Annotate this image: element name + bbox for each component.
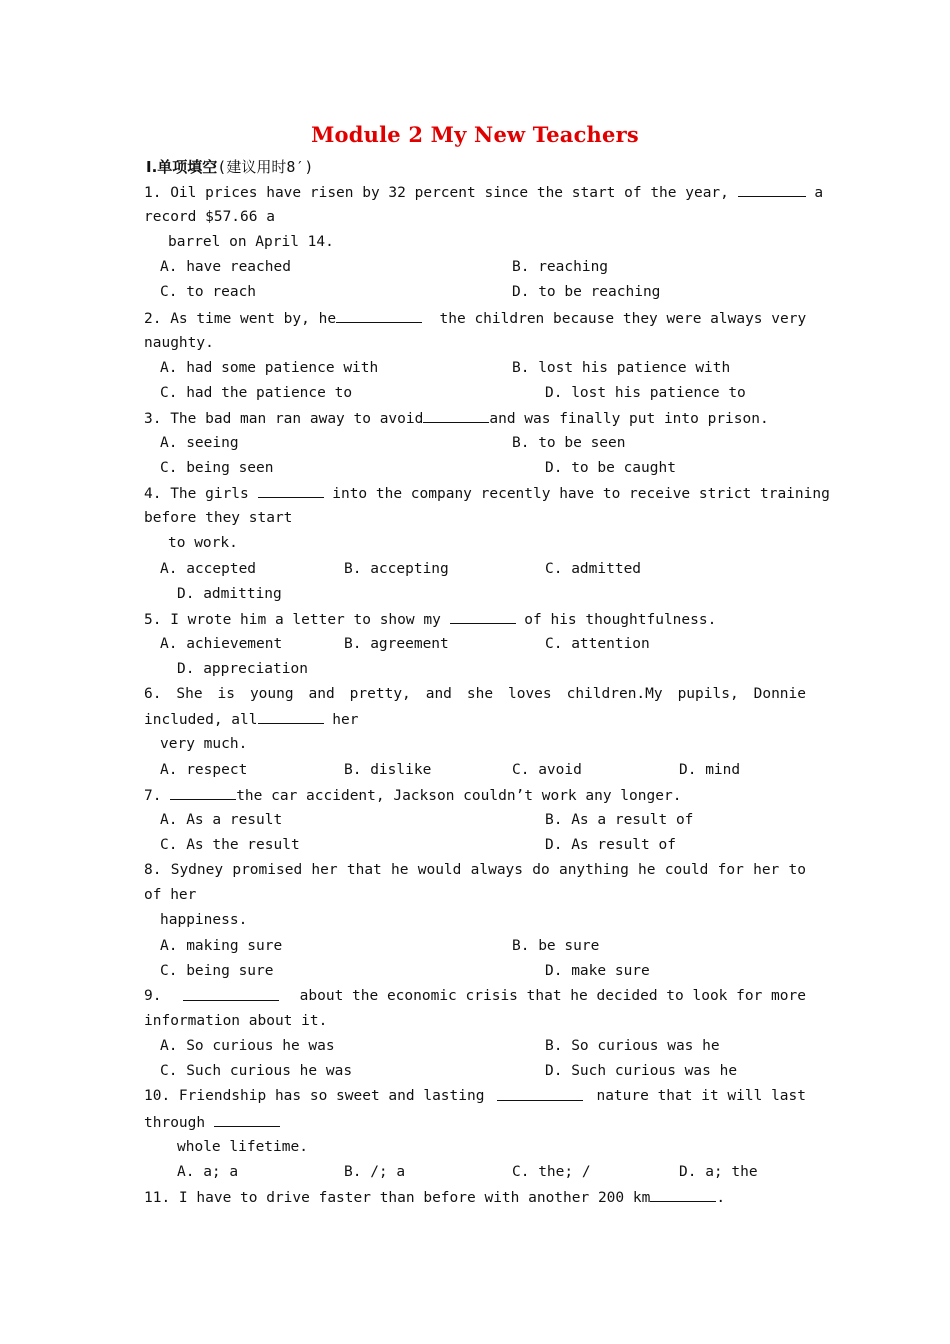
answer-blank[interactable] xyxy=(258,709,324,724)
question-1-option-d[interactable]: D. to be reaching xyxy=(512,284,661,300)
question-6-stem-line-1: 6. She is young and pretty, and she loves children.My pupils, Donnie xyxy=(144,686,806,702)
question-3-option-c[interactable]: C. being seen xyxy=(160,460,274,476)
question-3-stem-text: 3. The bad man ran away to avoid xyxy=(144,411,424,427)
question-10-option-c[interactable]: C. the; / xyxy=(512,1164,591,1180)
question-11-stem-text: 11. I have to drive faster than before with another 200 km xyxy=(144,1190,651,1206)
question-1-option-a[interactable]: A. have reached xyxy=(160,259,291,275)
question-4-option-c[interactable]: C. admitted xyxy=(545,561,642,577)
question-4-option-d[interactable]: D. admitting xyxy=(177,586,282,602)
question-3-option-b[interactable]: B. to be seen xyxy=(512,435,626,451)
answer-blank[interactable] xyxy=(258,483,324,498)
question-1-option-c[interactable]: C. to reach xyxy=(160,284,257,300)
answer-blank[interactable] xyxy=(423,408,489,423)
question-10-stem-line-2 xyxy=(144,1112,280,1133)
question-8-stem-line-1: 8. Sydney promised her that he would always do anything he could for her to xyxy=(144,862,806,878)
question-5-option-b[interactable]: B. agreement xyxy=(344,636,449,652)
question-5-stem-text: 5. I wrote him a letter to show my xyxy=(144,612,441,628)
question-4-stem-line-3: to work. xyxy=(168,535,238,551)
question-9-stem-line-1 xyxy=(144,986,806,1006)
question-3-stem-line-1 xyxy=(144,408,769,429)
question-6-option-b[interactable]: B. dislike xyxy=(344,762,432,778)
answer-blank[interactable] xyxy=(650,1187,716,1202)
question-1-stem-text: a xyxy=(814,185,824,201)
question-9-option-d[interactable]: D. Such curious was he xyxy=(545,1063,738,1079)
question-3-option-a[interactable]: A. seeing xyxy=(160,435,239,451)
question-7-option-c[interactable]: C. As the result xyxy=(160,837,300,853)
question-2-stem-text: 2. As time went by, he xyxy=(144,311,337,327)
question-2-stem-text: the children because they were always very xyxy=(439,311,807,327)
question-5-stem-text: of his thoughtfulness. xyxy=(524,612,717,628)
question-8-option-d[interactable]: D. make sure xyxy=(545,963,650,979)
question-2-option-c[interactable]: C. had the patience to xyxy=(160,385,353,401)
question-4-stem-text: 4. The girls xyxy=(144,486,249,502)
page-title: Module 2 My New Teachers xyxy=(311,122,639,147)
question-9-option-b[interactable]: B. So curious was he xyxy=(545,1038,720,1054)
answer-blank[interactable] xyxy=(170,785,236,800)
question-6-option-c[interactable]: C. avoid xyxy=(512,762,582,778)
question-1-option-b[interactable]: B. reaching xyxy=(512,259,609,275)
question-6-option-a[interactable]: A. respect xyxy=(160,762,248,778)
question-9-option-c[interactable]: C. Such curious he was xyxy=(160,1063,353,1079)
question-10-stem-line-3: whole lifetime. xyxy=(177,1139,308,1155)
question-7-stem-text: the car accident, Jackson couldn’t work any longer. xyxy=(236,788,682,804)
answer-blank[interactable] xyxy=(183,986,279,1001)
question-7-stem-text: 7. xyxy=(144,788,162,804)
question-8-stem-line-2: of her xyxy=(144,887,197,903)
question-8-option-b[interactable]: B. be sure xyxy=(512,938,600,954)
question-6-stem-text: included, all xyxy=(144,712,258,728)
question-10-option-d[interactable]: D. a; the xyxy=(679,1164,758,1180)
question-4-stem-text: into the company recently have to receive strict training xyxy=(332,486,830,502)
question-9-stem-text: about the economic crisis that he decided to look for more xyxy=(299,988,806,1004)
question-11-stem-line-1 xyxy=(144,1187,725,1208)
question-8-option-a[interactable]: A. making sure xyxy=(160,938,283,954)
section-numeral: Ⅰ. xyxy=(146,158,158,176)
question-6-option-d[interactable]: D. mind xyxy=(679,762,741,778)
question-2-stem-line-2: naughty. xyxy=(144,335,214,351)
question-10-stem-text: through xyxy=(144,1115,206,1131)
question-2-option-d[interactable]: D. lost his patience to xyxy=(545,385,746,401)
question-6-stem-text: her xyxy=(332,712,359,728)
question-10-option-b[interactable]: B. /; a xyxy=(344,1164,406,1180)
answer-blank[interactable] xyxy=(738,182,806,197)
answer-blank[interactable] xyxy=(497,1086,583,1101)
answer-blank[interactable] xyxy=(214,1112,280,1127)
question-5-option-d[interactable]: D. appreciation xyxy=(177,661,308,677)
question-9-stem-line-2: information about it. xyxy=(144,1013,328,1029)
question-1-stem-line-3: barrel on April 14. xyxy=(168,234,334,250)
question-7-option-d[interactable]: D. As result of xyxy=(545,837,676,853)
question-10-stem-text: 10. Friendship has so sweet and lasting xyxy=(144,1088,485,1104)
question-5-stem-line-1 xyxy=(144,609,716,630)
question-4-option-a[interactable]: A. accepted xyxy=(160,561,257,577)
question-7-option-a[interactable]: A. As a result xyxy=(160,812,283,828)
question-10-stem-line-1 xyxy=(144,1086,806,1106)
question-2-stem-line-1 xyxy=(144,308,806,329)
question-10-option-a[interactable]: A. a; a xyxy=(177,1164,239,1180)
question-1-stem-line-2: record $57.66 a xyxy=(144,209,275,225)
section-name: 单项填空 xyxy=(157,158,218,176)
question-2-option-a[interactable]: A. had some patience with xyxy=(160,360,379,376)
question-7-stem-line-1 xyxy=(144,785,681,806)
question-4-stem-line-1 xyxy=(144,483,830,504)
question-9-stem-text: 9. xyxy=(144,988,162,1004)
question-4-option-b[interactable]: B. accepting xyxy=(344,561,449,577)
question-3-option-d[interactable]: D. to be caught xyxy=(545,460,676,476)
question-4-stem-line-2: before they start xyxy=(144,510,293,526)
question-7-option-b[interactable]: B. As a result of xyxy=(545,812,694,828)
section-note: (建议用时8′) xyxy=(217,158,314,176)
answer-blank[interactable] xyxy=(336,308,422,323)
question-8-option-c[interactable]: C. being sure xyxy=(160,963,274,979)
question-11-stem-text: . xyxy=(716,1190,726,1206)
question-3-stem-text: and was finally put into prison. xyxy=(489,411,769,427)
question-1-stem-text: 1. Oil prices have risen by 32 percent since the start of the year, xyxy=(144,185,729,201)
section-heading xyxy=(146,156,313,177)
question-1-stem-line-1 xyxy=(144,182,823,203)
question-5-option-a[interactable]: A. achievement xyxy=(160,636,283,652)
question-5-option-c[interactable]: C. attention xyxy=(545,636,650,652)
question-8-stem-line-3: happiness. xyxy=(160,912,248,928)
question-9-option-a[interactable]: A. So curious he was xyxy=(160,1038,335,1054)
question-2-option-b[interactable]: B. lost his patience with xyxy=(512,360,731,376)
question-10-stem-text: nature that it will last xyxy=(596,1088,806,1104)
answer-blank[interactable] xyxy=(450,609,516,624)
question-6-stem-line-2 xyxy=(144,709,358,730)
question-6-stem-line-3: very much. xyxy=(160,736,248,752)
